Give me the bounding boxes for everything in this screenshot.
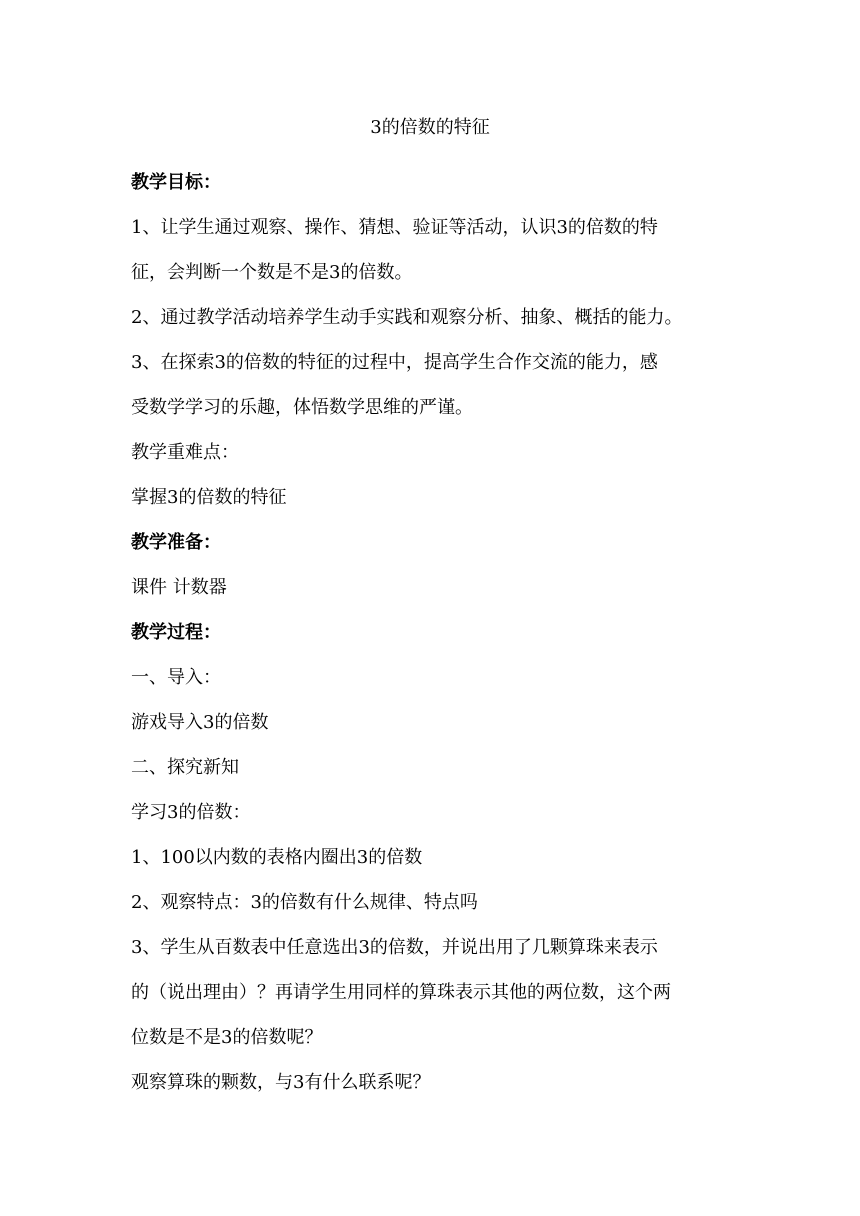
- paragraph-line: 2、通过教学活动培养学生动手实践和观察分析、抽象、概括的能力。: [131, 307, 683, 328]
- paragraph-line: 观察算珠的颗数，与3有什么联系呢？: [131, 1072, 431, 1093]
- section-heading: 教学目标：: [131, 172, 221, 193]
- document-body: [131, 160, 731, 1105]
- paragraph-line: 1、100以内数的表格内圈出3的倍数: [131, 847, 423, 868]
- paragraph-line: 征，会判断一个数是不是3的倍数。: [131, 262, 413, 283]
- paragraph-line: 位数是不是3的倍数呢？: [131, 1027, 323, 1048]
- paragraph-line: 掌握3的倍数的特征: [131, 487, 287, 508]
- paragraph-line: 2、观察特点：3的倍数有什么规律、特点吗: [131, 892, 478, 913]
- paragraph-line: 的（说出理由）？再请学生用同样的算珠表示其他的两位数，这个两: [131, 982, 671, 1003]
- paragraph-line: 二、探究新知: [131, 757, 239, 778]
- paragraph-line: 一、导入：: [131, 667, 221, 688]
- section-heading: 教学过程：: [131, 622, 221, 643]
- paragraph-line: 课件 计数器: [131, 577, 227, 598]
- paragraph-line: 1、让学生通过观察、操作、猜想、验证等活动，认识3的倍数的特: [131, 217, 658, 238]
- paragraph-line: 学习3的倍数：: [131, 802, 251, 823]
- paragraph-line: 游戏导入3的倍数: [131, 712, 269, 733]
- paragraph-line: 教学重难点：: [131, 442, 239, 463]
- paragraph-line: 3、学生从百数表中任意选出3的倍数，并说出用了几颗算珠来表示: [131, 937, 658, 958]
- document-title: 3的倍数的特征: [370, 117, 490, 138]
- paragraph-line: 3、在探索3的倍数的特征的过程中，提高学生合作交流的能力，感: [131, 352, 658, 373]
- section-heading: 教学准备：: [131, 532, 221, 553]
- paragraph-line: 受数学学习的乐趣，体悟数学思维的严谨。: [131, 397, 473, 418]
